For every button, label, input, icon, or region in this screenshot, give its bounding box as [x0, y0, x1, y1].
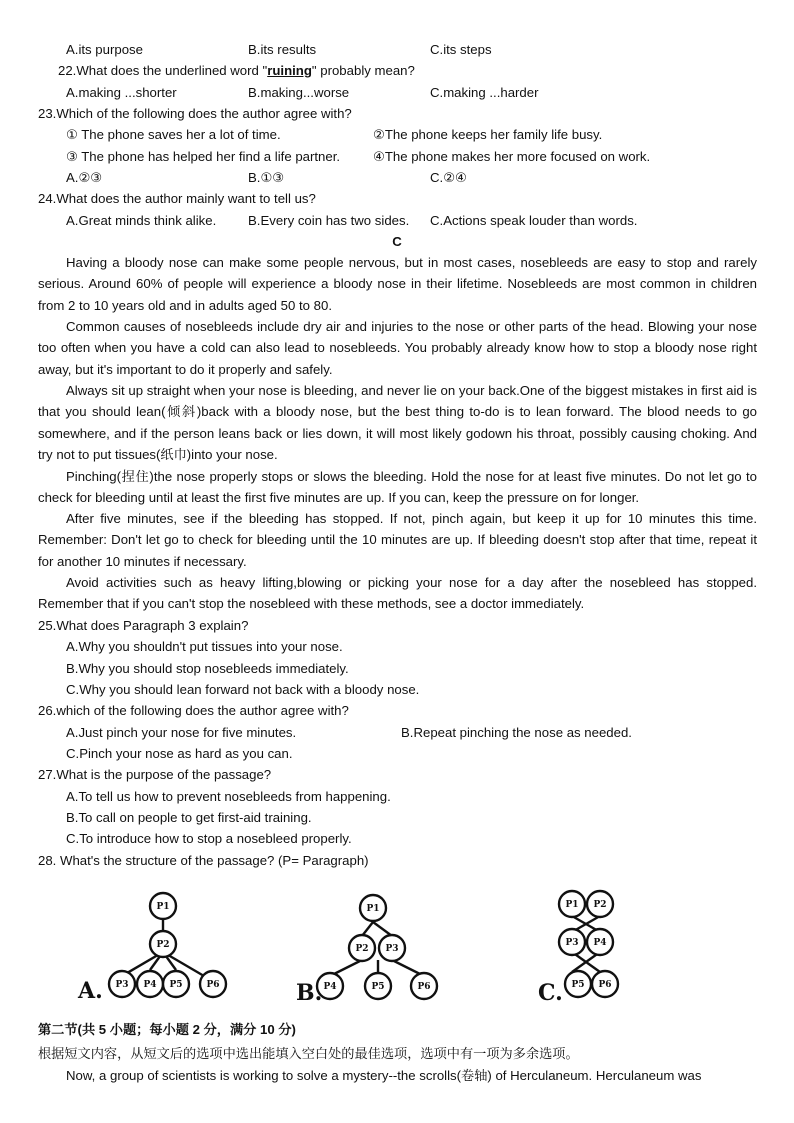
q21-option-a: A.its purpose	[66, 42, 143, 57]
q23-option-b: B.①③	[248, 170, 285, 185]
q22-option-c: C.making ...harder	[430, 85, 539, 100]
passage-paragraph-3: Always sit up straight when your nose is bleeding, and never lie on your back.One of the biggest mistakes in first aid is that you should lean(倾斜)back with a bloody nose, but the best thing to-do is to lean forward. The blood needs to go somewhere, and if the person leans back or lies down, it will most likely godown his throat, possibly causing choking. And try not to put tissues(纸巾)into your nose.	[38, 383, 757, 462]
label-b-p5: P5	[371, 982, 385, 992]
q25-option-a: A.Why you shouldn't put tissues into your nose.	[66, 639, 343, 654]
label-a-p5: P5	[169, 980, 183, 990]
passage-paragraph-6: Avoid activities such as heavy lifting,blowing or picking your nose for a day after the nosebleed has stopped. Remember that if you can't stop the nosebleed with these methods, see a doctor immediately.	[38, 575, 757, 612]
q22-stem: 22.What does the underlined word "ruining" probably mean?	[58, 63, 415, 78]
label-c-p5: P5	[571, 980, 585, 990]
q23-option-a: A.②③	[66, 170, 103, 185]
q24-option-b: B.Every coin has two sides.	[248, 213, 410, 228]
q25-option-c: C.Why you should lean forward not back with a bloody nose.	[66, 682, 420, 697]
label-a-p4: P4	[143, 980, 157, 990]
q24-option-a: A.Great minds think alike.	[66, 213, 217, 228]
q24-option-c: C.Actions speak louder than words.	[430, 213, 638, 228]
q27-stem: 27.What is the purpose of the passage?	[38, 767, 272, 782]
label-a-p2: P2	[156, 940, 170, 950]
q27-option-b: B.To call on people to get first-aid training.	[66, 810, 312, 825]
structure-diagrams	[0, 872, 794, 1017]
label-b-p2: P2	[355, 944, 369, 954]
q22-option-a: A.making ...shorter	[66, 85, 177, 100]
q25-option-b: B.Why you should stop nosebleeds immediately.	[66, 661, 349, 676]
label-c-p2: P2	[593, 900, 607, 910]
q21-option-b: B.its results	[248, 42, 317, 57]
section2-instruction: 根据短文内容，从短文后的选项中选出能填入空白处的最佳选项，选项中有一项为多余选项。	[38, 1046, 579, 1061]
q24-stem: 24.What does the author mainly want to tell us?	[38, 191, 316, 206]
q23-statement-4: ④The phone makes her more focused on work.	[373, 149, 651, 164]
q26-option-b: B.Repeat pinching the nose as needed.	[401, 725, 632, 740]
q26-stem: 26.which of the following does the author agree with?	[38, 703, 349, 718]
q23-stem: 23.Which of the following does the author agree with?	[38, 106, 352, 121]
diagram-label-a: A.	[78, 978, 103, 1004]
label-c-p3: P3	[565, 938, 579, 948]
label-a-p3: P3	[115, 980, 129, 990]
passage-paragraph-5: After five minutes, see if the bleeding has stopped. If not, pinch again, but keep it up for 10 minutes this time. Remember: Don't let go to check for bleeding until the 10 minutes are up. If bleeding doesn't stop after that time, repeat it for another 10 minutes if necessary.	[38, 511, 757, 569]
q23-statement-2: ②The phone keeps her family life busy.	[373, 127, 603, 142]
q27-option-c: C.To introduce how to stop a nosebleed properly.	[66, 831, 352, 846]
passage-paragraph-2: Common causes of nosebleeds include dry air and injuries to the nose or other parts of the head. Blowing your nose too often when you have a cold can also lead to nosebleeds. You probably already know how to stop a bloody nose right away, but it's important to do it properly and safely.	[38, 319, 757, 377]
underlined-word: ruining	[267, 63, 312, 78]
label-c-p6: P6	[598, 980, 612, 990]
q28-stem: 28. What's the structure of the passage? (P= Paragraph)	[38, 853, 369, 868]
q25-stem: 25.What does Paragraph 3 explain?	[38, 618, 249, 633]
q26-option-c: C.Pinch your nose as hard as you can.	[66, 746, 293, 761]
label-b-p4: P4	[323, 982, 337, 992]
q22-option-b: B.making...worse	[248, 85, 350, 100]
passage-paragraph-4: Pinching(捏住)the nose properly stops or slows the bleeding. Hold the nose for at least five minutes. Do not let go to check for bleeding until at least the first five minutes are up. If you can, keep the pressure on for longer.	[38, 469, 757, 506]
section2-text: Now, a group of scientists is working to solve a mystery--the scrolls(卷轴) of Herculaneum. Herculaneum was	[66, 1068, 702, 1083]
diagram-label-c: C.	[538, 980, 563, 1006]
diagram-label-b: B.	[296, 980, 323, 1006]
section-c-heading: C	[392, 234, 402, 249]
label-b-p6: P6	[417, 982, 431, 992]
label-c-p1: P1	[565, 900, 579, 910]
q26-option-a: A.Just pinch your nose for five minutes.	[66, 725, 297, 740]
q23-statement-3: ③ The phone has helped her find a life partner.	[66, 149, 341, 164]
passage-paragraph-1: Having a bloody nose can make some people nervous, but in most cases, nosebleeds are easy to stop and rarely serious. Around 60% of people will experience a bloody nose in their lifetime. Nosebleeds are most common in children from 2 to 10 years old and in adults aged 50 to 80.	[38, 255, 757, 313]
label-a-p6: P6	[206, 980, 220, 990]
q23-option-c: C.②④	[430, 170, 467, 185]
label-c-p4: P4	[593, 938, 607, 948]
q27-option-a: A.To tell us how to prevent nosebleeds from happening.	[66, 789, 391, 804]
label-a-p1: P1	[156, 902, 170, 912]
q21-option-c: C.its steps	[430, 42, 492, 57]
label-b-p1: P1	[366, 904, 380, 914]
q23-statement-1: ① The phone saves her a lot of time.	[66, 127, 281, 142]
label-b-p3: P3	[385, 944, 399, 954]
section2-heading: 第二节(共 5 小题；每小题 2 分，满分 10 分)	[38, 1022, 296, 1037]
